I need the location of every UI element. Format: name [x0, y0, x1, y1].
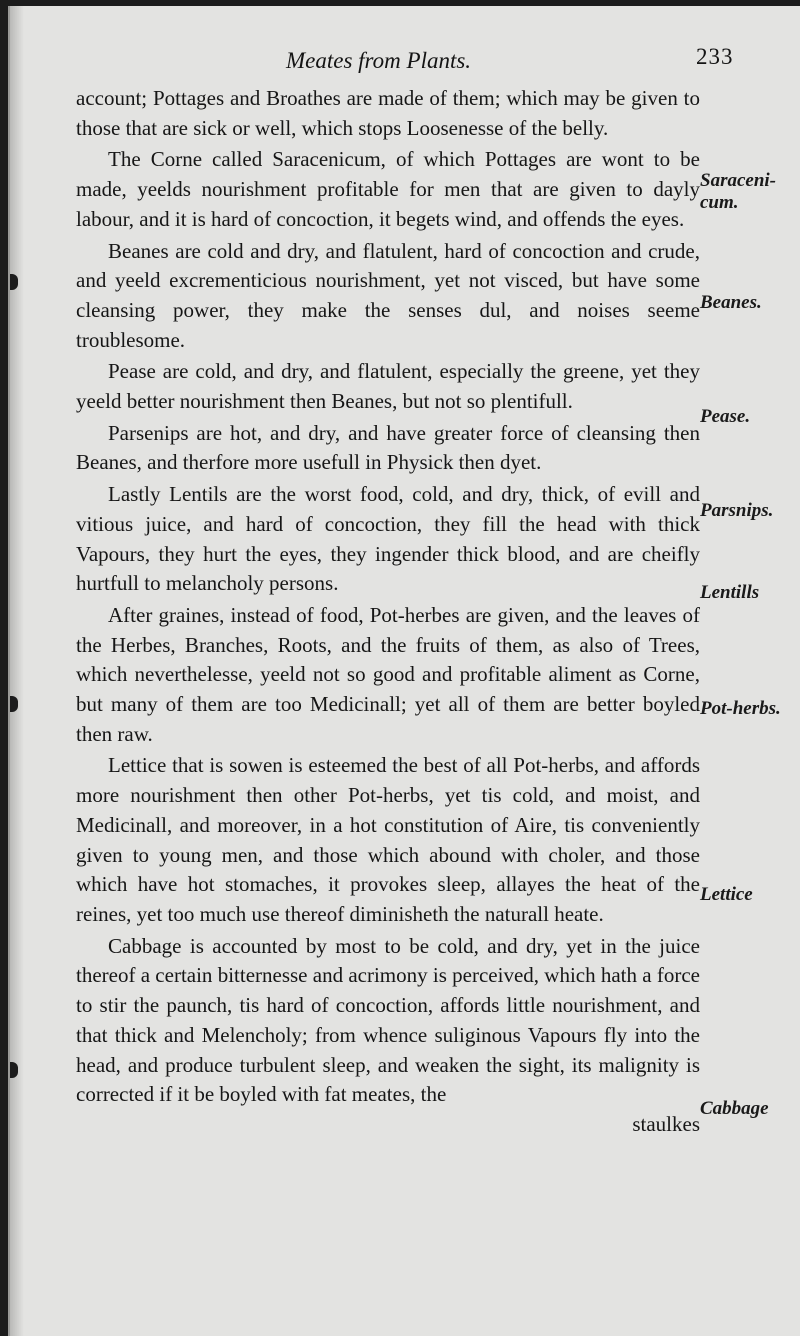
margin-note-saracenicum: Saraceni-cum.: [700, 170, 776, 213]
margin-note-beanes: Beanes.: [700, 292, 762, 313]
paragraph-saracenicum: The Corne called Saracenicum, of which Pottages are wont to be made, yeelds nourishment profitable for men that are given to dayly labour, and it is hard of concoction, it begets wind, and offends the eyes.: [76, 147, 700, 231]
paragraph-lentils: Lastly Lentils are the worst food, cold, and dry, thick, of evill and vitious juice, and hard of concoction, they fill the head with thick Vapours, they hurt the eyes, they ingender thick blood, and are cheifly hurtfull to melancholy persons.: [76, 482, 700, 596]
running-head: Meates from Plants.: [286, 48, 472, 73]
binding-mark: [10, 1062, 18, 1078]
page-number: 233: [696, 44, 734, 69]
margin-note-cabbage: Cabbage: [700, 1098, 769, 1119]
book-page: [8, 6, 800, 1336]
page-header: [10, 44, 800, 84]
paragraph-pease: Pease are cold, and dry, and flatulent, especially the greene, yet they yeeld better nourishment then Beanes, but not so plentifull.: [76, 359, 700, 414]
page-gutter: [10, 6, 24, 1336]
margin-note-pease: Pease.: [700, 406, 751, 427]
paragraph-parsenips: Parsenips are hot, and dry, and have greater force of cleansing then Beanes, and therfore more usefull in Physick then dyet.: [76, 420, 700, 475]
body-text: [76, 84, 700, 1140]
binding-mark: [10, 696, 18, 712]
paragraph-pot-herbes: After graines, instead of food, Pot-herbes are given, and the leaves of the Herbes, Branches, Roots, and the fruits of them, as also of Trees, which neverthelesse, yeeld not so good and profitable aliment as Corne, but many of them are too Medicinall; yet all of them are better boyled then raw.: [76, 602, 700, 746]
paragraph-beanes: Beanes are cold and dry, and flatulent, hard of concoction and crude, and yeeld excrementicious nourishment, yet not visced, but have some cleansing power, they make the senses dul, and noises seeme troublesome.: [76, 238, 700, 352]
margin-note-lettice: Lettice: [700, 884, 753, 905]
paragraph-lettice: Lettice that is sowen is esteemed the best of all Pot-herbs, and affords more nourishment then other Pot-herbs, yet tis cold, and moist, and Medicinall, and moreover, in a hot constitution of Aire, tis conveniently given to young men, and those which abound with choler, and those which have hot stomaches, it provokes sleep, allayes the heat of the reines, yet too much use thereof diminisheth the naturall heate.: [76, 753, 700, 926]
margin-note-pot-herbs: Pot-herbs.: [700, 698, 781, 719]
paragraph-cabbage: Cabbage is accounted by most to be cold, and dry, yet in the juice thereof a certain bitternesse and acrimony is perceived, which hath a force to stir the paunch, tis hard of concoction, affords little nourishment, and that thick and Melencholy; from whence suliginous Vapours fly into the head, and produce turbulent sleep, and weaken the sight, its malignity is corrected if it be boyled with fat meates, the: [76, 933, 700, 1107]
binding-mark: [10, 274, 18, 290]
margin-note-parsnips: Parsnips.: [700, 500, 774, 521]
margin-note-lentills: Lentills: [700, 582, 760, 603]
paragraph-pottages: account; Pottages and Broathes are made of them; which may be given to those that are sick or well, which stops Loosenesse of the belly.: [76, 86, 700, 140]
catchword: staulkes: [632, 1111, 700, 1136]
